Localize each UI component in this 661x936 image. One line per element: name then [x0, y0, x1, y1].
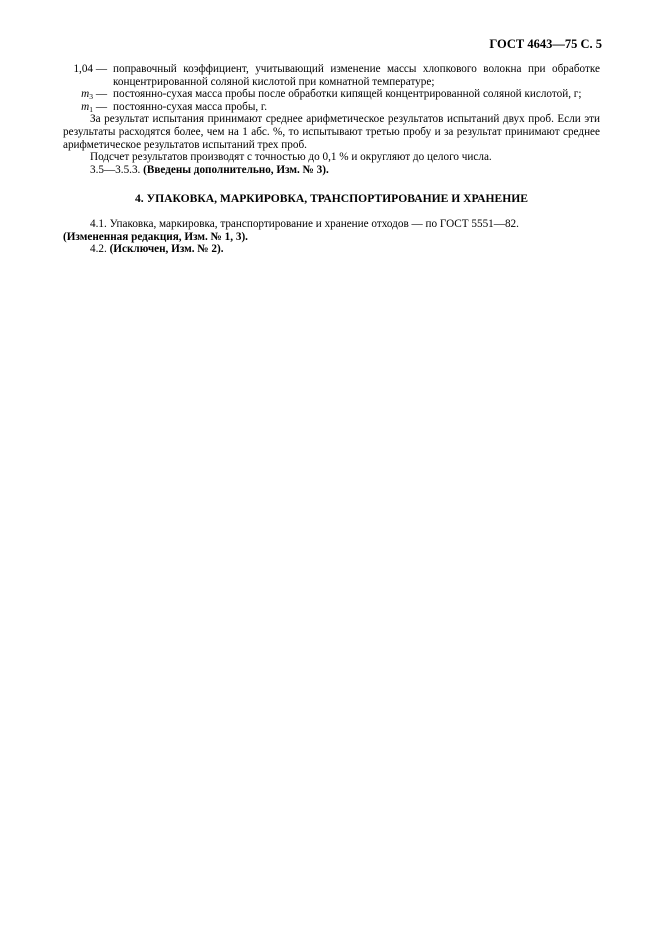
document-body: [63, 63, 600, 256]
page-header: ГОСТ 4643—75 С. 5: [489, 37, 602, 51]
term-symbol: m: [81, 88, 90, 101]
term-subscript: 3: [89, 92, 94, 102]
definition-term: [63, 101, 107, 114]
term-dash: —: [93, 100, 107, 113]
term-dash: —: [93, 88, 107, 101]
term-symbol: m: [81, 100, 90, 113]
paragraph-4-1: 4.1. Упаковка, маркировка, транспортирование и хранение отходов — по ГОСТ 5551—82.: [90, 217, 519, 230]
definition-text: постоянно-сухая масса пробы, г.: [113, 100, 268, 113]
definition-term: [63, 63, 107, 88]
section-4-title: 4. УПАКОВКА, МАРКИРОВКА, ТРАНСПОРТИРОВАНИЕ И ХРАНЕНИЕ: [134, 192, 529, 206]
amendment-note: (Введены дополнительно, Изм. № 3).: [143, 163, 329, 176]
clause-number: 4.2.: [90, 243, 110, 256]
definition-text: постоянно-сухая масса пробы после обработки кипящей концентрированной соляной кислотой, г;: [113, 88, 582, 101]
paragraph-precision: Подсчет результатов производят с точностью до 0,1 % и округляют до целого числа.: [90, 151, 492, 164]
definition-text: поправочный коэффициент, учитывающий изменение массы хлопкового волокна при обработке концентрированной соляной кислотой при комнатной температуре;: [113, 63, 600, 88]
definition-m1: [63, 101, 600, 114]
term-subscript: 1: [89, 104, 94, 114]
definition-term: [63, 88, 107, 101]
paragraph-4-2: [63, 243, 600, 256]
definition-m3: [63, 88, 600, 101]
paragraph-amendment-3-5: [63, 164, 600, 177]
paragraph-4-1-note: (Измененная редакция, Изм. № 1, 3).: [63, 230, 248, 243]
clause-number: 3.5—3.5.3.: [90, 163, 144, 176]
definition-coefficient: [63, 63, 600, 88]
amendment-note: (Исключен, Изм. № 2).: [109, 243, 224, 256]
term-value: 1,04: [73, 63, 94, 75]
paragraph-result-rule: За результат испытания принимают среднее арифметическое результатов испытаний двух проб. Если эти результаты расходятся более, чем на 1 абс. %, то испытывают третью пробу и за результат принимают среднее арифметическое результатов испытаний трех проб.: [63, 113, 600, 151]
term-dash: —: [93, 63, 107, 75]
